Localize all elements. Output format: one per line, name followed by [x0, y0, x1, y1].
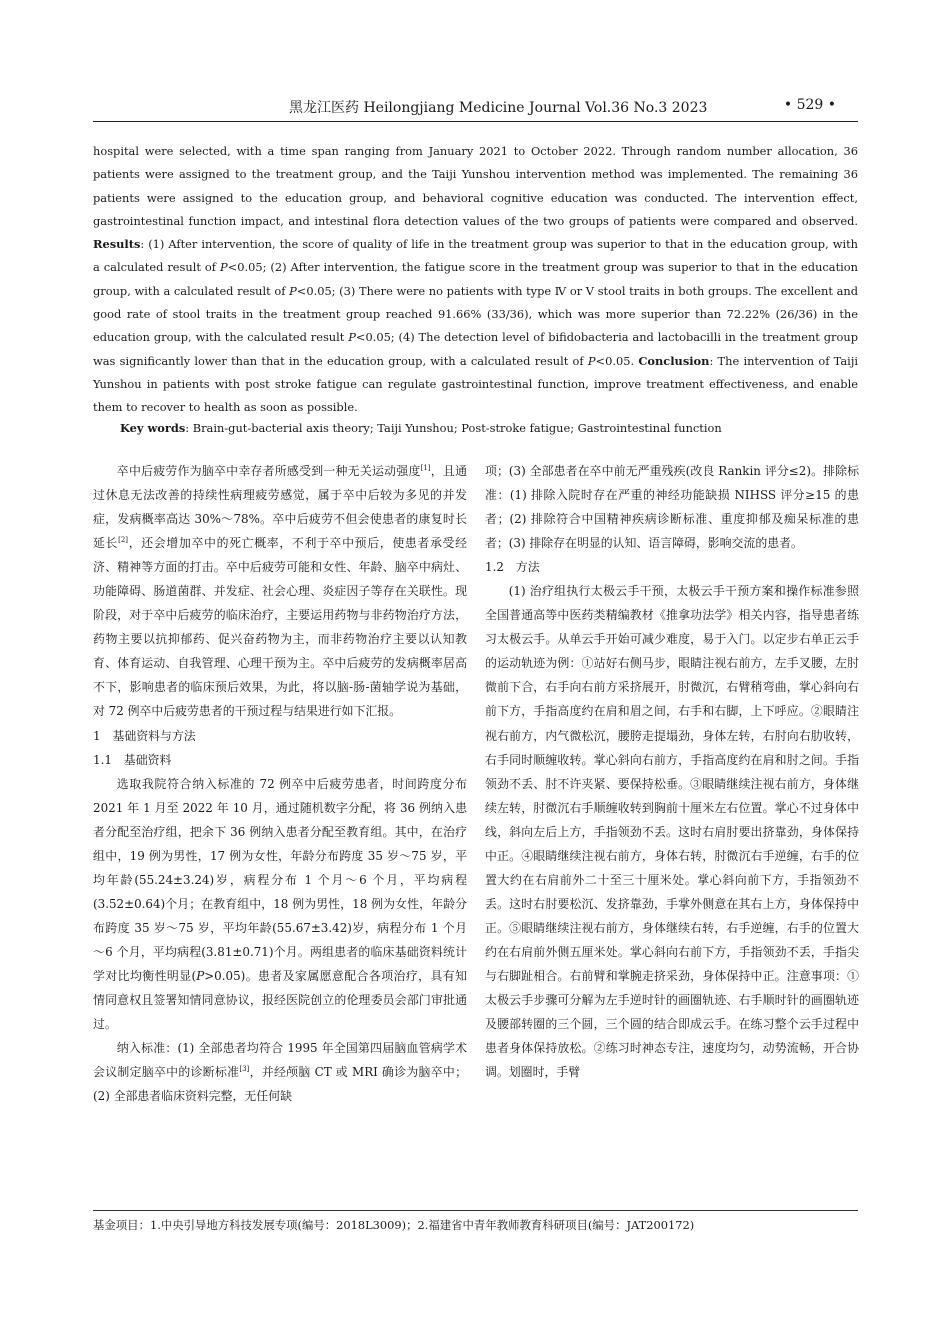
right-column [485, 459, 859, 1084]
intro-text: ，且通过休息无法改善的持续性病理疲劳感觉，属于卒中后较为多见的并发症，发病概率高达 30%～78%。卒中后疲劳不但会使患者的康复时长延长 [93, 464, 467, 551]
journal-title: 黑龙江医药 Heilongjiang Medicine Journal Vol.36 No.3 2023 [289, 100, 708, 116]
citation-1: [1] [420, 464, 431, 473]
basic-data-text: 选取我院符合纳入标准的 72 例卒中后疲劳患者，时间跨度分布 2021 年 1 月至 2022 年 10 月，通过随机数字分配，将 36 例纳入患者分配至治疗组，把余下 36 例纳入患者分配至教育组。其中，在治疗组中，19 例为男性，17 例为女性，年龄分布跨度 35 岁～75 岁，平均年龄(55.24±3.24)岁，病程分布 1 个月～6 个月，平均病程(3.52±0.64)个月；在教育组中，18 例为男性，18 例为女性，年龄分布跨度 35 岁～75 岁，平均年龄(55.67±3.42)岁，病程分布 1 个月～6 个月，平均病程(3.81±0.71)个月。两组患者的临床基础资料统计学对比均衡性明显( [93, 776, 467, 983]
p-value-symbol: P [348, 330, 356, 345]
section-heading-1-2: 1.2 方法 [485, 560, 540, 575]
header-rule [93, 121, 858, 122]
section-heading-1-1: 1.1 基础资料 [93, 752, 172, 767]
abstract-results-text: : (1) After intervention, the score of quality of life in the treatment group was superior to that in the education group, with a calculated result of [93, 237, 858, 275]
keywords-text: : Brain-gut-bacterial axis theory; Taiji Yunshou; Post-stroke fatigue; Gastrointestinal function [185, 421, 722, 435]
criteria-continuation: 项；(3) 全部患者在卒中前无严重残疾(改良 Rankin 评分≤2)。排除标准：(1) 排除入院时存在严重的神经功能缺损 NIHSS 评分≥15 的患者；(2) 排除符合中国精神疾病诊断标准、重度抑郁及痴呆标准的患者；(3) 排除存在明显的认知、语言障碍，影响交流的患者。 [485, 464, 859, 551]
citation-3: [3] [239, 1065, 250, 1074]
keywords-label: Key words [120, 421, 186, 435]
intro-text: ，还会增加卒中的死亡概率，不利于卒中预后，使患者承受经济、精神等方面的打击。卒中后疲劳可能和女性、年龄、脑卒中病灶、功能障碍、肠道菌群、并发症、社会心理、炎症因子等存在关联性。现阶段，对于卒中后疲劳的临床治疗，主要运用药物与非药物治疗方法，药物主要以抗抑郁药、促兴奋药物为主，而非药物治疗主要以认知教育、体育运动、自我管理、心理干预为主。卒中后疲劳的发病概率居高不下，影响患者的临床预后效果，为此，将以脑-肠-菌轴学说为基础，对 72 例卒中后疲劳患者的干预过程与结果进行如下汇报。 [93, 536, 467, 719]
left-column [93, 459, 467, 1108]
english-abstract [93, 140, 858, 420]
method-paragraph: (1) 治疗组执行太极云手干预，太极云手干预方案和操作标准参照全国普通高等中医药类精编教材《推拿功法学》相关内容，指导患者练习太极云手。从单云手开始可减少难度，易于入门。以定步右单正云手的运动轨迹为例：①站好右侧马步，眼睛注视右前方，左手叉腰，左肘微前下合，右手向右前方采挤展开，肘微沉，右臂稍弯曲，掌心斜向右前下方，手指高度约在肩和眉之间，右手和右脚，上下呼应。②眼睛注视右前方，内气微松沉，腰胯走提塌劲，身体左转，右肘向右肋收转，右手同时顺缠收转。掌心斜向右前方，手指高度约在肩和肘之间。手指领劲不丢、肘不许夹紧、要保持松垂。③眼睛继续注视右前方，身体继续左转，肘微沉右手顺缠收转到胸前十厘米左右位置。掌心不过身体中线，斜向左后上方，手指领劲不丢。这时右肩肘要出挤靠劲，身体保持中正。④眼睛继续注视右前方，身体右转，肘微沉右手逆缠，右手的位置大约在右肩前外二十至三十厘米处。掌心斜向前下方，手指领劲不丢。这时右肘要松沉、发挤靠劲，手掌外侧意在其右上方，身体保持中正。⑤眼睛继续注视右前方，身体继续右转，右手逆缠，右手的位置大约在右肩前外侧五厘米处。掌心斜向右前下方，手指领劲不丢，手指尖与右脚趾相合。右前臂和掌腕走挤采劲，身体保持中正。注意事项：①太极云手步骤可分解为左手逆时针的画圈轨迹、右手顺时针的画圈轨迹及腰部转圈的三个圆，三个圆的结合即成云手。在练习整个云手过程中患者身体保持放松。②练习时神态专注，速度均匀，动势流畅，开合协调。划圈时，手臂 [485, 584, 859, 1080]
running-header [93, 93, 858, 117]
p-value-symbol: P [587, 353, 596, 368]
abstract-results-text: <0.05. [595, 353, 639, 368]
funding-footnote: 基金项目：1.中央引导地方科技发展专项(编号：2018L3009)；2.福建省中青年教师教育科研项目(编号：JAT200172) [93, 1218, 695, 1232]
basic-data-text: >0.05)。患者及家属愿意配合各项治疗，具有知情同意权且签署知情同意协议，报经医院创立的伦理委员会部门审批通过。 [93, 968, 468, 1032]
abstract-paragraph [93, 140, 858, 420]
keywords [120, 418, 860, 438]
intro-paragraph [93, 459, 467, 724]
abstract-results-text: <0.05; (2) After intervention, the fatigue score in the treatment group was superior to that in the education group, with a calculated result of [93, 260, 858, 298]
intro-text: 卒中后疲劳作为脑卒中幸存者所感受到一种无关运动强度 [116, 464, 421, 478]
footnote-rule [93, 1210, 858, 1211]
abstract-results-text: <0.05; (4) The detection level of bifidobacteria and lactobacilli in the treatment group was significantly lower than that in the education group, with a calculated result of [93, 330, 858, 368]
inclusion-criteria-paragraph [93, 1036, 467, 1108]
p-value-symbol: P [289, 283, 297, 298]
abstract-conclusion-text: : The intervention of Taiji Yunshou in patients with post stroke fatigue can regulate gastrointestinal function, improve treatment effectiveness, and enable them to recover to health as soon as possible. [93, 353, 858, 415]
inclusion-text: 纳入标准：(1) 全部患者均符合 1995 年全国第四届脑血管病学术会议制定脑卒中的诊断标准 [93, 1041, 467, 1080]
p-value-symbol: P [220, 260, 228, 275]
basic-data-paragraph [93, 772, 467, 1037]
abstract-methods-text: hospital were selected, with a time span ranging from January 2021 to October 2022. Through random number allocation, 36 patients were assigned to the treatment group, and the Taiji Yunshou intervention method was implemented. The remaining 36 patients were assigned to the education group, and behavioral cognitive education was conducted. The intervention effect, gastrointestinal function impact, and intestinal flora detection values of the two groups of patients were compared and observed. [93, 144, 858, 228]
results-label: Results [93, 237, 141, 252]
abstract-results-text: <0.05; (3) There were no patients with type Ⅳ or Ⅴ stool traits in both groups. The excellent and good rate of stool traits in the treatment group reached 91.66% (33/36), which was more superior than 72.22% (26/36) in the education group, with the calculated result [93, 283, 858, 345]
conclusion-label: Conclusion [638, 353, 710, 368]
citation-2: [2] [118, 536, 129, 545]
p-value-symbol: P [196, 968, 205, 983]
section-heading-1: 1 基础资料与方法 [93, 728, 196, 743]
inclusion-text: ，并经颅脑 CT 或 MRI 确诊为脑卒中；(2) 全部患者临床资料完整，无任何缺 [93, 1065, 467, 1104]
page-number: • 529 • [783, 97, 836, 113]
